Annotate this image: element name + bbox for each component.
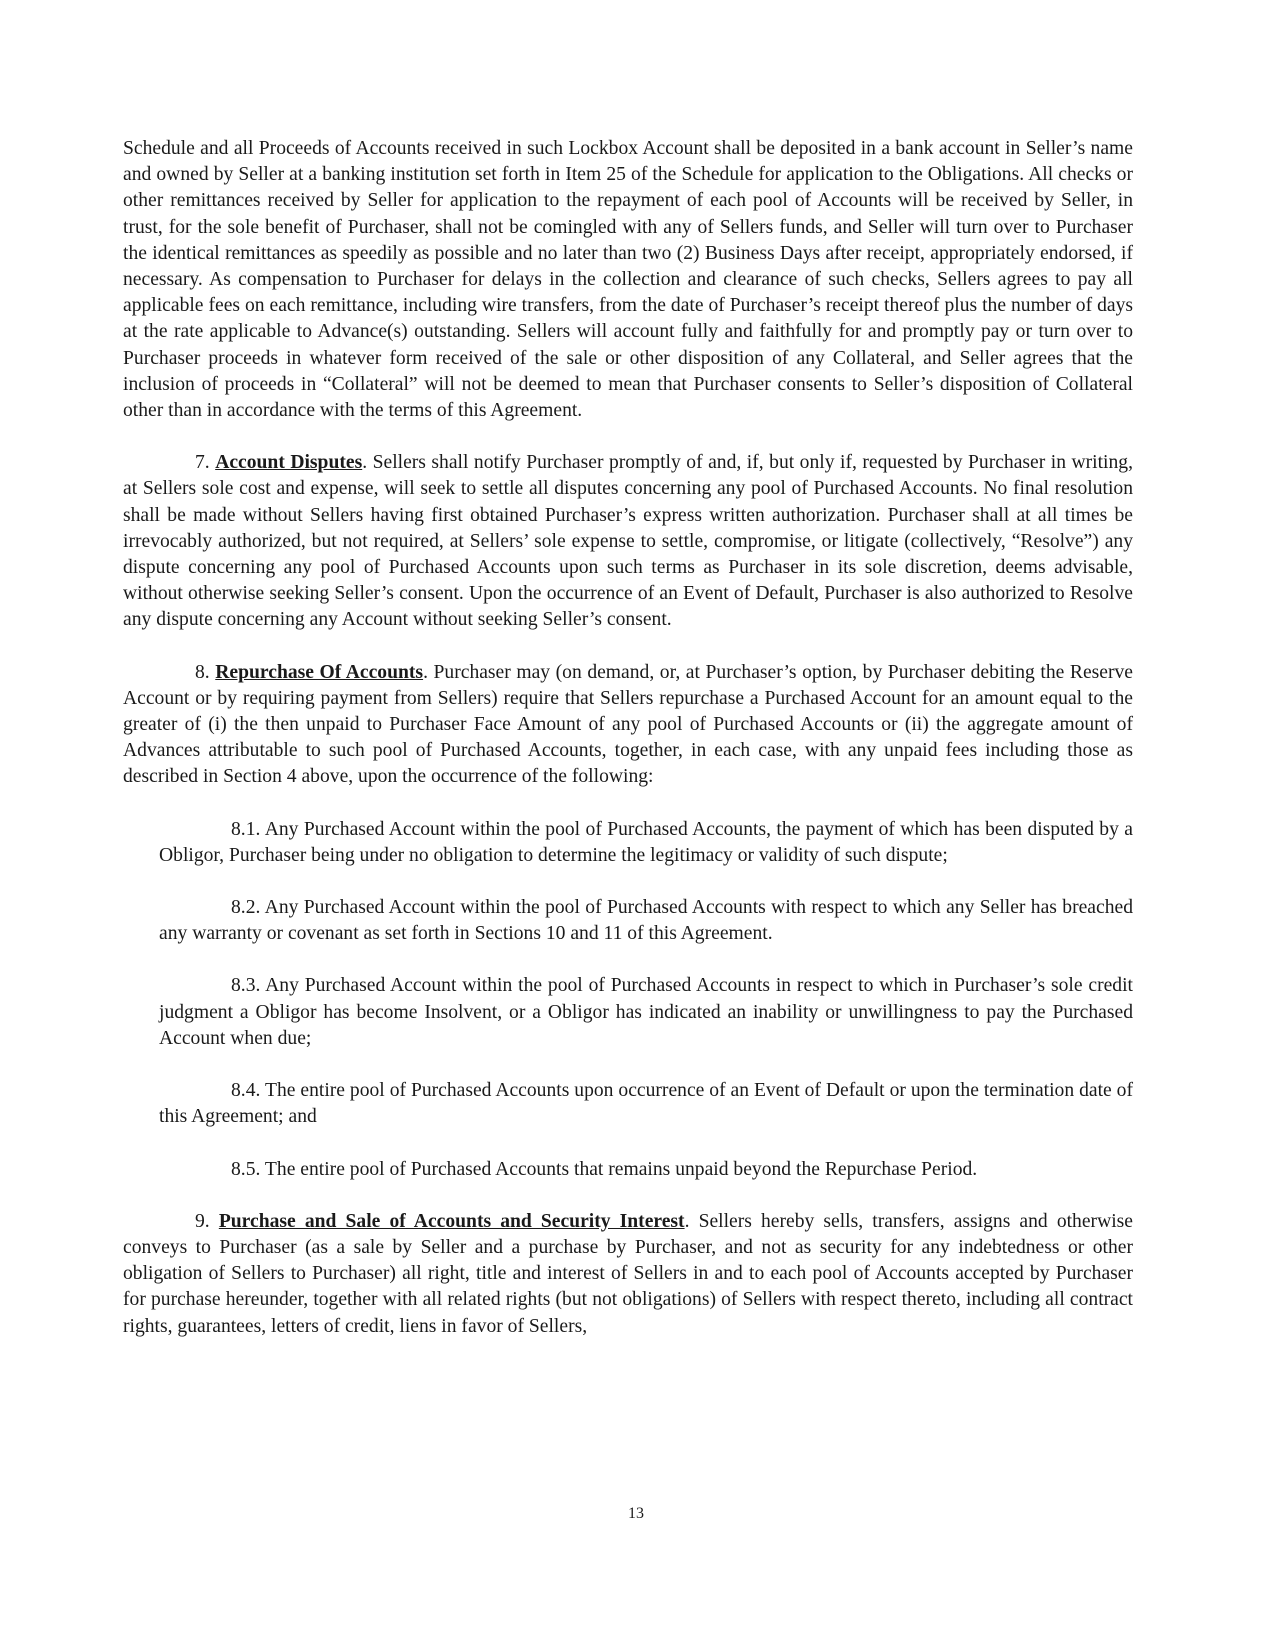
subsection-8-2 [159,895,1133,947]
section-heading: Repurchase Of Accounts [215,661,424,683]
page-number: 13 [628,1505,644,1522]
subsection-text: 8.3. Any Purchased Account within the pool of Purchased Accounts in respect to which in Purchaser’s sole credit judgment a Obligor has become Insolvent, or a Obligor has indicated an inability or unwillingness to pay the Purchased Account when due; [159,975,1133,1049]
subsection-text: 8.1. Any Purchased Account within the pool of Purchased Accounts, the payment of which has been disputed by a Obligor, Purchaser being under no obligation to determine the legitimacy or validity of such dispute; [159,818,1133,866]
paragraph-continuation [123,136,1133,424]
section-heading: Purchase and Sale of Accounts and Security Interest [218,1210,685,1232]
section-7-account-disputes [123,450,1133,633]
paragraph-text: Schedule and all Proceeds of Accounts received in such Lockbox Account shall be deposited in a bank account in Seller’s name and owned by Seller at a banking institution set forth in Item 25 of the Schedule for application to the Obligations. All checks or other remittances received by Seller for application to the repayment of each pool of Accounts will be received by Seller, in trust, for the sole benefit of Purchaser, shall not be comingled with any of Sellers funds, and Seller will turn over to Purchaser the identical remittances as speedily as possible and no later than two (2) Business Days after receipt, appropriately endorsed, if necessary. As compensation to Purchaser for delays in the collection and clearance of such checks, Sellers agrees to pay all applicable fees on each remittance, including wire transfers, from the date of Purchaser’s receipt thereof plus the number of days at the rate applicable to Advance(s) outstanding. Sellers will account fully and faithfully for and promptly pay or turn over to Purchaser proceeds in whatever form received of the sale or other disposition of any Collateral, and Seller agrees that the inclusion of proceeds in “Collateral” will not be deemed to mean that Purchaser consents to Seller’s disposition of Collateral other than in accordance with the terms of this Agreement. [123,138,1133,422]
section-8-repurchase-of-accounts [123,660,1133,791]
section-number: 8. [195,661,216,683]
section-number: 7. [195,452,216,474]
subsection-8-4 [159,1078,1133,1130]
subsection-text: 8.2. Any Purchased Account within the pool of Purchased Accounts with respect to which any Seller has breached any warranty or covenant as set forth in Sections 10 and 11 of this Agreement. [159,897,1133,945]
section-text: . Sellers shall notify Purchaser promptly of and, if, but only if, requested by Purchaser in writing, at Sellers sole cost and expense, will seek to settle all disputes concerning any pool of Purchased Accounts. No final resolution shall be made without Sellers having first obtained Purchaser’s express written authorization. Purchaser shall at all times be irrevocably authorized, but not required, at Sellers’ sole expense to settle, compromise, or litigate (collectively, “Resolve”) any dispute concerning any pool of Purchased Accounts upon such terms as Purchaser in its sole discretion, deems advisable, without otherwise seeking Seller’s consent. Upon the occurrence of an Event of Default, Purchaser is also authorized to Resolve any dispute concerning any Account without seeking Seller’s consent. [123,452,1133,631]
document-body [123,136,1133,1366]
subsection-8-5 [159,1157,1133,1183]
section-9-purchase-and-sale [123,1209,1133,1340]
section-text: . Sellers hereby sells, transfers, assigns and otherwise conveys to Purchaser (as a sale by Seller and a purchase by Purchaser, and not as security for any indebtedness or other obligation of Sellers to Purchaser) all right, title and interest of Sellers in and to each pool of Accounts accepted by Purchaser for purchase hereunder, together with all related rights (but not obligations) of Sellers with respect thereto, including all contract rights, guarantees, letters of credit, liens in favor of Sellers, [123,1210,1133,1337]
subsection-text: 8.5. The entire pool of Purchased Accounts that remains unpaid beyond the Repurchase Period. [231,1158,978,1180]
subsection-text: 8.4. The entire pool of Purchased Accounts upon occurrence of an Event of Default or upon the termination date of this Agreement; and [159,1080,1133,1128]
section-number: 9. [195,1210,219,1232]
subsection-8-3 [159,973,1133,1052]
section-text: . Purchaser may (on demand, or, at Purchaser’s option, by Purchaser debiting the Reserve Account or by requiring payment from Sellers) require that Sellers repurchase a Purchased Account for an amount equal to the greater of (i) the then unpaid to Purchaser Face Amount of any pool of Purchased Accounts or (ii) the aggregate amount of Advances attributable to such pool of Purchased Accounts, together, in each case, with any unpaid fees including those as described in Section 4 above, upon the occurrence of the following: [123,661,1134,788]
subsection-8-1 [159,817,1133,869]
section-heading: Account Disputes [215,452,363,474]
